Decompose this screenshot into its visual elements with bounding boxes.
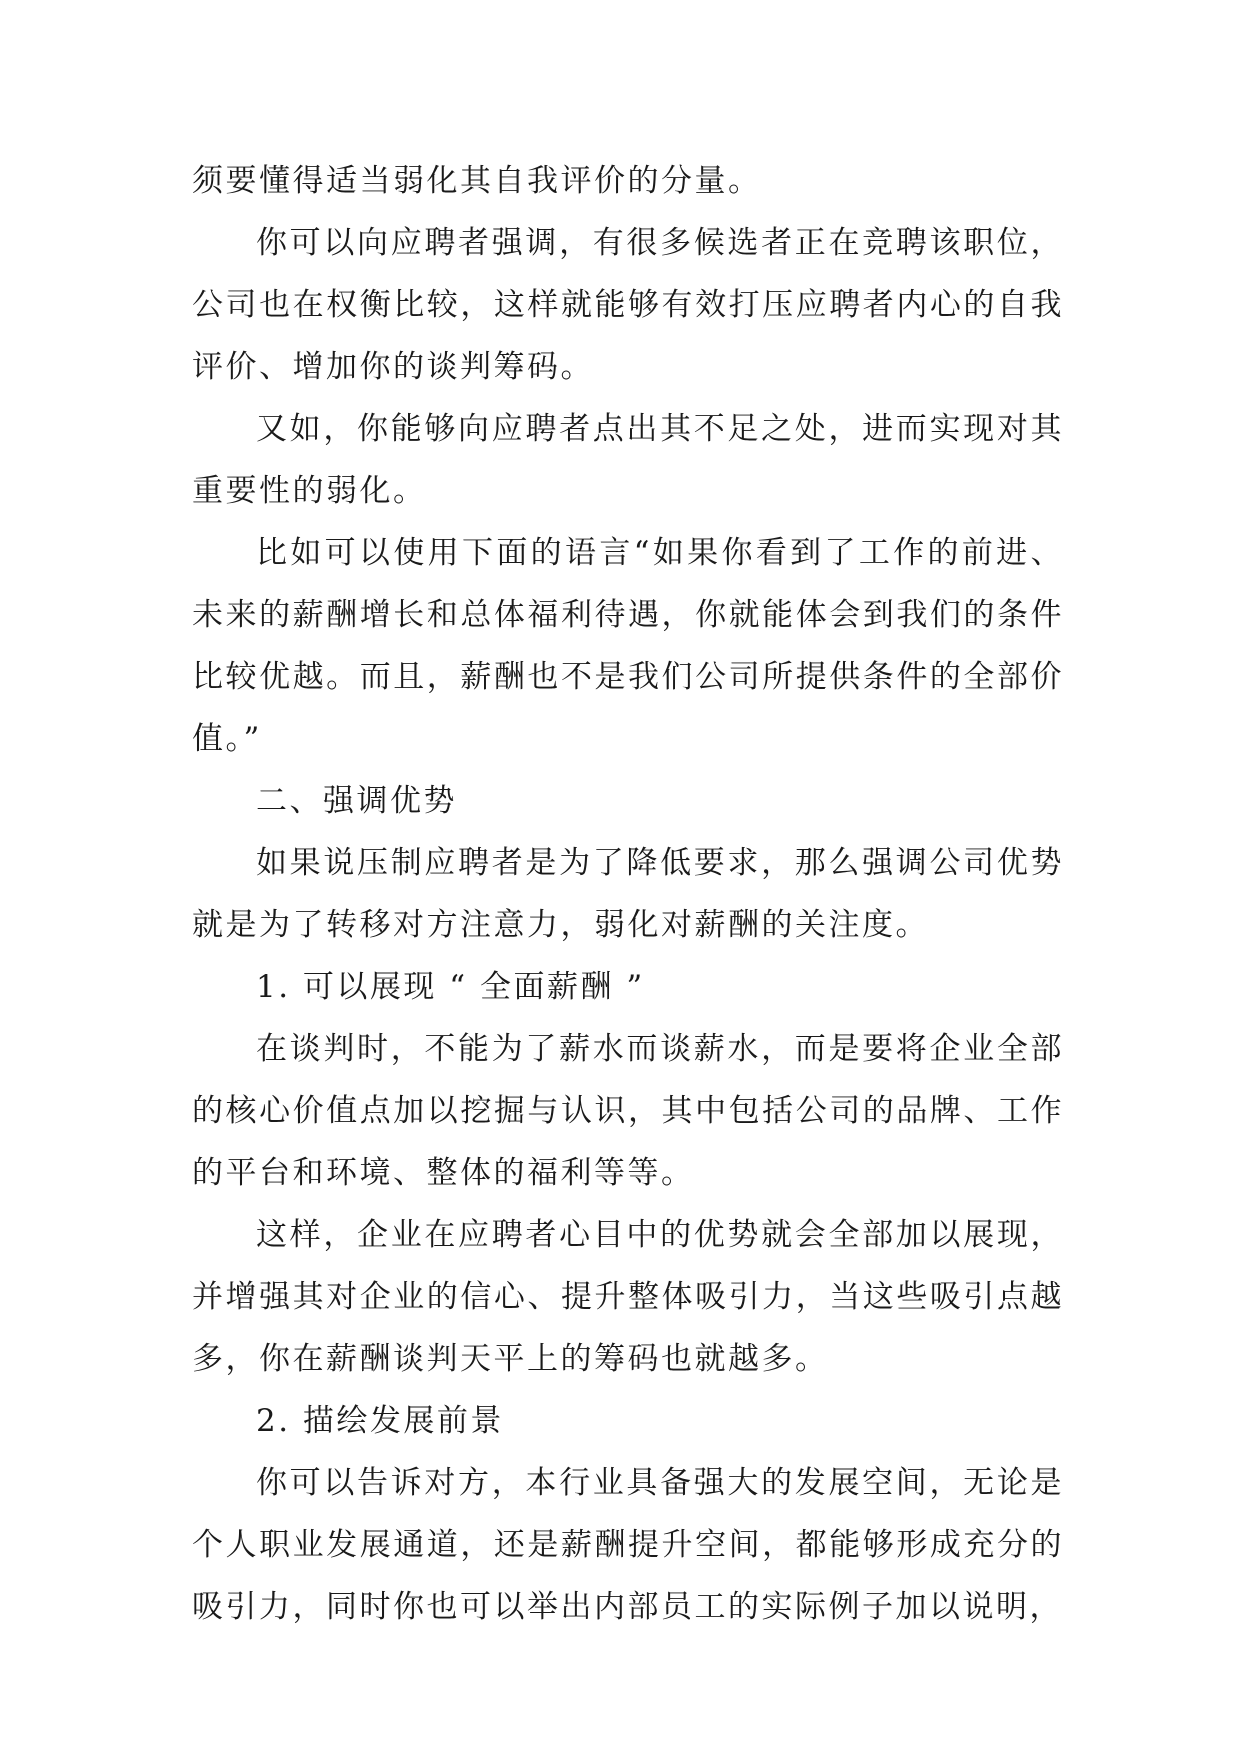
- document-body: [192, 150, 1064, 1638]
- section-heading: 二、强调优势: [256, 783, 457, 819]
- paragraph: 须要懂得适当弱化其自我评价的分量。: [192, 163, 762, 199]
- subsection-heading: 2. 描绘发展前景: [256, 1403, 504, 1439]
- paragraph: 你可以向应聘者强调，有很多候选者正在竞聘该职位，公司也在权衡比较，这样就能够有效打压应聘者内心的自我评价、增加你的谈判筹码。: [192, 225, 1064, 385]
- paragraph: 这样，企业在应聘者心目中的优势就会全部加以展现，并增强其对企业的信心、提升整体吸引力，当这些吸引点越多，你在薪酬谈判天平上的筹码也就越多。: [192, 1217, 1064, 1377]
- subsection-heading: 1. 可以展现 “ 全面薪酬 ”: [256, 969, 645, 1005]
- paragraph: 在谈判时，不能为了薪水而谈薪水，而是要将企业全部的核心价值点加以挖掘与认识，其中包括公司的品牌、工作的平台和环境、整体的福利等等。: [192, 1031, 1064, 1191]
- paragraph: 如果说压制应聘者是为了降低要求，那么强调公司优势就是为了转移对方注意力，弱化对薪酬的关注度。: [192, 845, 1064, 943]
- paragraph: 又如，你能够向应聘者点出其不足之处，进而实现对其重要性的弱化。: [192, 411, 1064, 509]
- paragraph: 比如可以使用下面的语言“如果你看到了工作的前进、未来的薪酬增长和总体福利待遇，你就能体会到我们的条件比较优越。而且，薪酬也不是我们公司所提供条件的全部价值。”: [192, 535, 1064, 757]
- paragraph: 你可以告诉对方，本行业具备强大的发展空间，无论是个人职业发展通道，还是薪酬提升空间，都能够形成充分的吸引力，同时你也可以举出内部员工的实际例子加以说明，: [192, 1465, 1064, 1625]
